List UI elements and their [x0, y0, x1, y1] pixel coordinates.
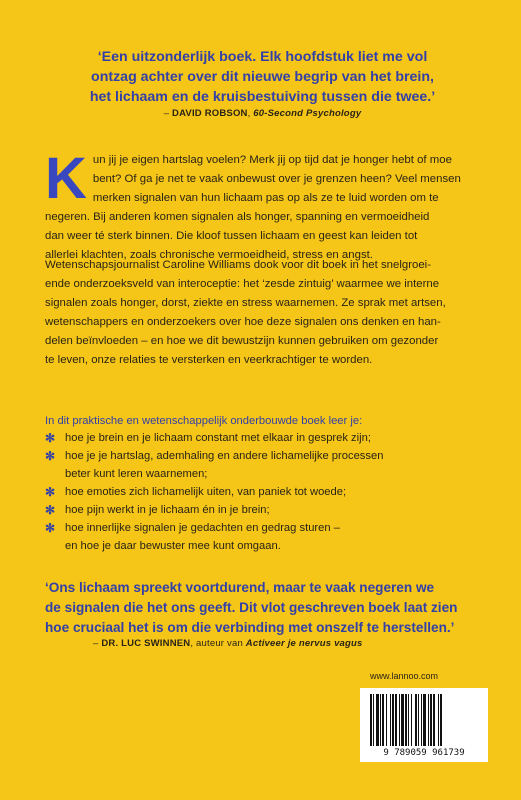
barcode-bar — [405, 694, 407, 746]
attribution-name: DR. LUC SWINNEN — [101, 638, 191, 649]
bottom-quote-line: ‘Ons lichaam spreekt voortdurend, maar te vaak negeren we — [45, 580, 435, 595]
barcode-bar — [440, 694, 442, 746]
attribution-title: Activeer je nervus vagus — [245, 638, 363, 649]
attribution-title: 60-Second Psychology — [253, 108, 362, 119]
barcode-bar — [401, 694, 404, 746]
barcode-bar — [408, 694, 409, 746]
isbn-barcode — [360, 688, 488, 762]
barcode-bar — [386, 694, 387, 746]
bottom-quote — [45, 578, 477, 638]
attribution-name: DAVID ROBSON — [172, 108, 248, 119]
barcode-bar — [423, 694, 426, 746]
barcode-bar — [382, 694, 384, 746]
list-item: ✻ hoe je je hartslag, ademhaling en andere lichamelijke processen beter kunt leren waarnemen; — [45, 449, 384, 480]
list-item: ✻ hoe emoties zich lichamelijk uiten, van paniek tot woede; — [45, 485, 347, 499]
barcode-bar — [370, 694, 372, 746]
barcode-bar — [438, 694, 439, 746]
asterisk-bullet-icon: ✻ — [45, 431, 56, 445]
barcode-bar — [395, 694, 397, 746]
list-title: In dit praktische en wetenschappelijk onderbouwde boek leer je: — [45, 415, 363, 427]
barcode-bar — [430, 694, 432, 746]
top-quote-line: ontzag achter over dit nieuwe begrip van het brein, — [91, 69, 434, 85]
learning-list — [45, 429, 477, 555]
barcode-bar — [415, 694, 417, 746]
barcode-bar — [373, 694, 374, 746]
bottom-quote-line: hoe cruciaal het is om die verbinding met onszelf te herstellen.’ — [45, 620, 455, 635]
top-quote-line: ‘Een uitzonderlijk boek. Elk hoofdstuk liet me vol — [97, 49, 428, 65]
top-quote — [40, 47, 485, 107]
barcode-bar — [380, 694, 381, 746]
barcode-bar — [376, 694, 379, 746]
top-quote-line: het lichaam en de kruisbestuiving tussen die twee.’ — [89, 89, 436, 105]
list-item: ✻ hoe innerlijke signalen je gedachten en gedrag sturen – en hoe je daar bewuster mee kunt omgaan. — [45, 521, 340, 552]
bottom-quote-attribution: – DR. LUC SWINNEN, auteur van Activeer je nervus vagus — [93, 638, 363, 649]
intro-paragraph: Kun jij je eigen hartslag voelen? Merk jij op tijd dat je honger hebt of moe bent? Of ga je net te vaak onbewust over je grenzen heen? Veel mensen merken signalen van hun lichaam pas op als ze te luid worden om te negeren. Bij anderen komen signalen als honger, spanning en vermoeidheid dan weer té sterk binnen. Die kloof tussen lichaam en geest kan leiden tot allerlei klachten, zoals chronische vermoeidheid, stress en angst. — [45, 146, 461, 261]
barcode-icon — [370, 694, 478, 748]
asterisk-bullet-icon: ✻ — [45, 503, 56, 517]
asterisk-bullet-icon: ✻ — [45, 449, 56, 463]
barcode-bar — [428, 694, 429, 746]
drop-cap: K — [45, 146, 87, 211]
barcode-bar — [418, 694, 419, 746]
asterisk-bullet-icon: ✻ — [45, 521, 56, 535]
barcode-bar — [421, 694, 422, 746]
barcode-bar — [390, 694, 391, 746]
barcode-bar — [433, 694, 435, 746]
bottom-quote-line: de signalen die het ons geeft. Dit vlot geschreven boek laat zien — [45, 600, 458, 615]
barcode-bar — [392, 694, 394, 746]
publisher-website: www.lannoo.com — [370, 671, 439, 681]
barcode-bar — [411, 694, 412, 746]
barcode-bar — [399, 694, 400, 746]
list-item: ✻ hoe pijn werkt in je lichaam én in je brein; — [45, 503, 270, 517]
author-paragraph: Wetenschapsjournalist Caroline Williams dook voor dit boek in het snelgroei- ende onderzoeksveld van interoceptie: het ‘zesde zintuig’ waarmee we interne signalen zoals honger, dorst, ziekte en stress waarnemen. Ze sprak met artsen, wetenschappers en onderzoekers over hoe deze signalen ons denken en han- delen beïnvloeden – en hoe we dit bewustzijn kunnen gebruiken om gezonder te leven, onze relaties te versterken en veerkrachtiger te worden. — [45, 259, 446, 366]
list-item: ✻ hoe je brein en je lichaam constant met elkaar in gesprek zijn; — [45, 431, 371, 445]
isbn-number: 9 789059 961739 — [383, 748, 465, 758]
asterisk-bullet-icon: ✻ — [45, 485, 56, 499]
top-quote-attribution: – DAVID ROBSON, 60-Second Psychology — [163, 108, 362, 119]
